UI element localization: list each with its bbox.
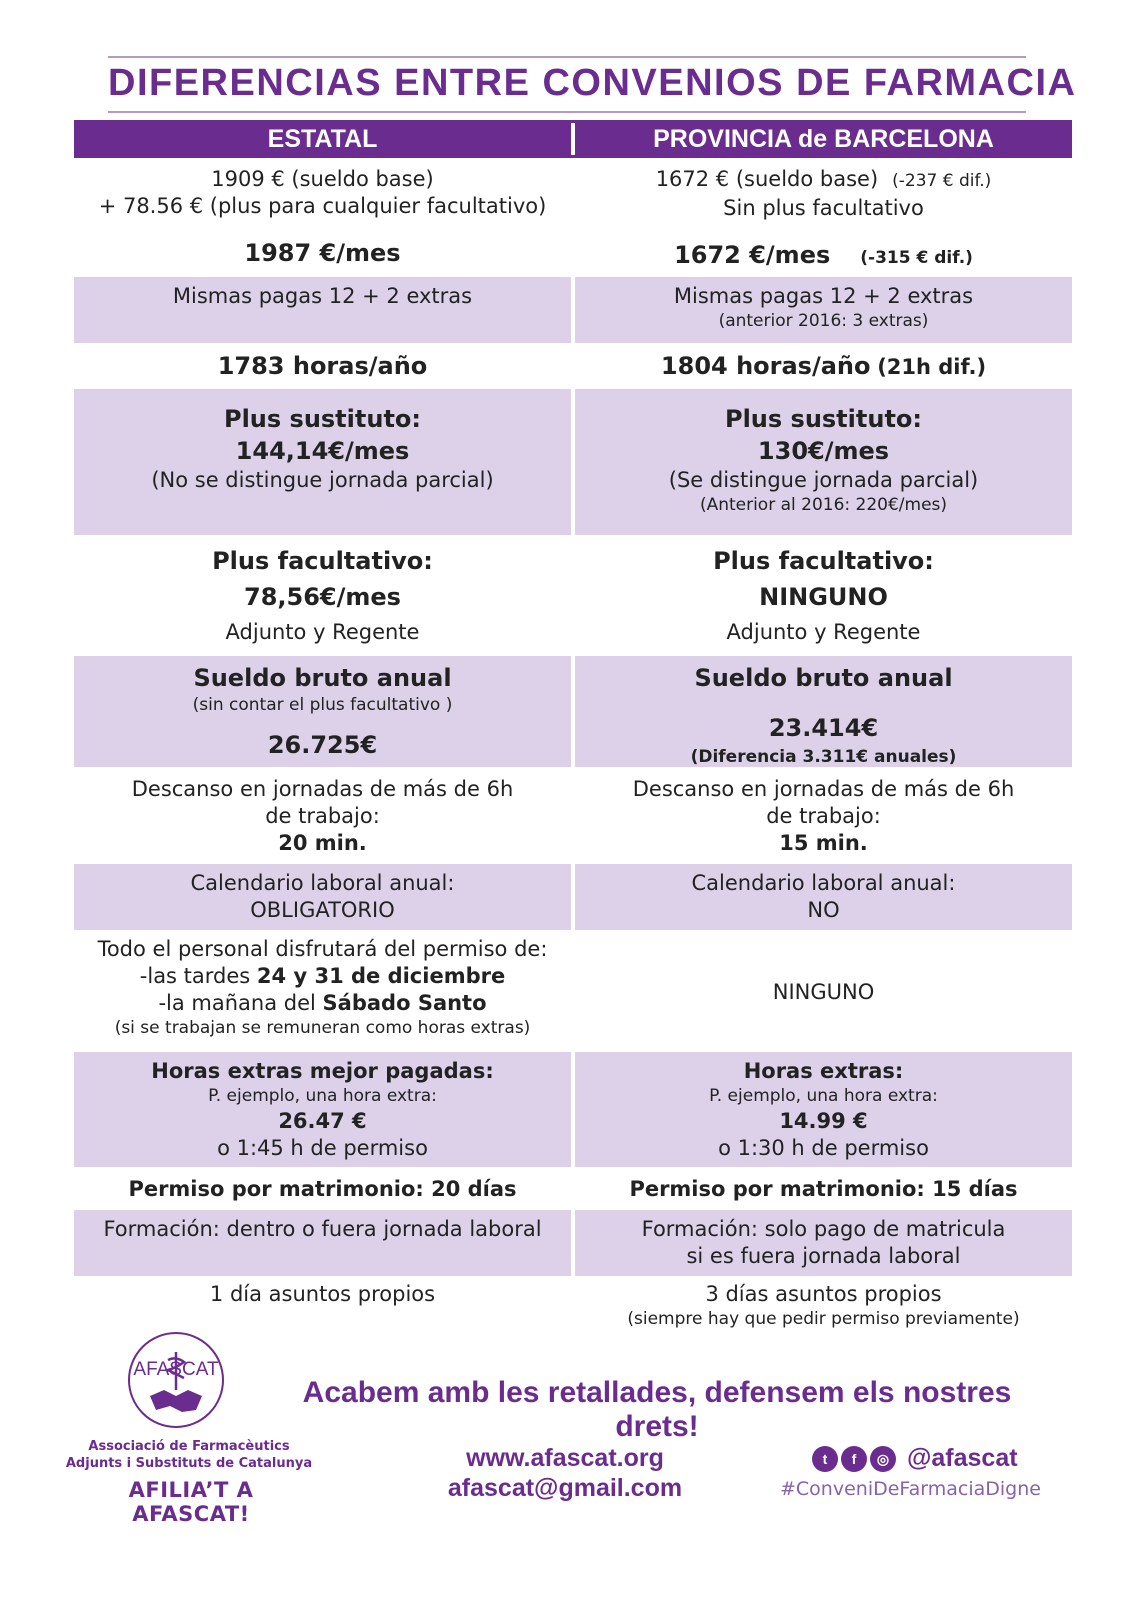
row-leave [74, 934, 1072, 1050]
annual-difference: (Diferencia 3.311€ anuales) [690, 747, 957, 767]
annual-note: (sin contar el plus facultativo ) [192, 695, 453, 715]
table-header [74, 120, 1072, 158]
cell-rest-estatal [74, 770, 571, 860]
row-substitute [74, 389, 1072, 535]
overtime-alt: o 1:30 h de permiso [718, 1136, 929, 1160]
header-barcelona: PROVINCIA de BARCELONA [653, 125, 994, 153]
cell-personal-barcelona [575, 1279, 1072, 1333]
pays-text: Mismas pagas 12 + 2 extras [172, 284, 473, 308]
hours-text: 1804 horas/año (21h dif.) [660, 351, 987, 380]
leave-dec: -las tardes 24 y 31 de diciembre [139, 964, 506, 988]
leave-value: NINGUNO [772, 979, 875, 1004]
afascat-logo [126, 1330, 226, 1430]
row-salary [74, 160, 1072, 273]
cell-pays-estatal [74, 277, 571, 343]
cell-overtime-estatal [74, 1052, 571, 1167]
row-marriage [74, 1170, 1072, 1208]
substitute-note: (Se distingue jornada parcial) [668, 468, 979, 492]
personal-text: 3 días asuntos propios [705, 1282, 942, 1306]
salary-base: 1672 € (sueldo base) (-237 € dif.) [655, 167, 992, 191]
overtime-amount: 14.99 € [779, 1109, 868, 1133]
training-note: si es fuera jornada laboral [686, 1244, 961, 1268]
salary-total: 1672 €/mes (-315 € dif.) [674, 241, 973, 269]
rest-amount: 15 min. [779, 831, 868, 855]
hours-text: 1783 horas/año [217, 351, 428, 380]
calendar-value: NO [807, 898, 840, 922]
cell-marriage-barcelona [575, 1170, 1072, 1208]
training-text: Formación: dentro o fuera jornada laboral [103, 1217, 542, 1241]
leave-intro: Todo el personal disfrutará del permiso de: [97, 937, 548, 961]
substitute-previous: (Anterior al 2016: 220€/mes) [699, 495, 948, 515]
row-calendar [74, 864, 1072, 930]
email-link[interactable]: afascat@gmail.com [447, 1474, 683, 1502]
substitute-amount: 144,14€/mes [235, 437, 410, 465]
row-facultative [74, 539, 1072, 653]
overtime-heading: Horas extras mejor pagadas: [151, 1059, 494, 1083]
overtime-example: P. ejemplo, una hora extra: [709, 1086, 938, 1106]
salary-total: 1987 €/mes [244, 239, 401, 267]
overtime-heading: Horas extras: [743, 1059, 904, 1083]
annual-amount: 23.414€ [768, 714, 879, 742]
cell-annual-estatal [74, 656, 571, 767]
cell-calendar-estatal [74, 864, 571, 930]
row-hours [74, 345, 1072, 386]
overtime-example: P. ejemplo, una hora extra: [208, 1086, 437, 1106]
facultative-roles: Adjunto y Regente [726, 620, 921, 644]
slogan: Acabem amb les retallades, defensem els nostres drets! [302, 1376, 1012, 1443]
cell-substitute-estatal [74, 389, 571, 535]
title-rule-top [108, 56, 1026, 58]
row-overtime [74, 1052, 1072, 1167]
cell-substitute-barcelona [575, 389, 1072, 535]
rest-line2: de trabajo: [265, 804, 380, 828]
personal-text: 1 día asuntos propios [209, 1282, 436, 1306]
social-handle[interactable]: @afascat [907, 1444, 1018, 1472]
row-pays [74, 277, 1072, 343]
facultative-heading: Plus facultativo: [212, 547, 433, 575]
assoc-line1: Associació de Farmacèutics [88, 1439, 290, 1454]
cell-salary-barcelona [575, 160, 1072, 273]
substitute-amount: 130€/mes [757, 437, 890, 465]
page-title: DIFERENCIAS ENTRE CONVENIOS DE FARMACIA [108, 62, 1077, 104]
annual-heading: Sueldo bruto anual [193, 664, 452, 692]
overtime-alt: o 1:45 h de permiso [217, 1136, 428, 1160]
website-link[interactable]: www.afascat.org [466, 1444, 664, 1472]
overtime-amount: 26.47 € [278, 1109, 367, 1133]
cell-hours-estatal [74, 345, 571, 386]
annual-heading: Sueldo bruto anual [694, 664, 953, 692]
cell-facultative-barcelona [575, 539, 1072, 653]
rest-line1: Descanso en jornadas de más de 6h [131, 777, 514, 801]
cell-training-barcelona [575, 1210, 1072, 1276]
row-rest [74, 770, 1072, 860]
row-training [74, 1210, 1072, 1276]
contact-block [430, 1443, 700, 1503]
facultative-roles: Adjunto y Regente [225, 620, 420, 644]
leave-easter: -la mañana del Sábado Santo [158, 991, 487, 1015]
cell-facultative-estatal [74, 539, 571, 653]
header-estatal: ESTATAL [267, 125, 378, 153]
calendar-label: Calendario laboral anual: [190, 871, 455, 895]
salary-base: 1909 € (sueldo base) [211, 167, 434, 191]
cell-marriage-estatal [74, 1170, 571, 1208]
training-text: Formación: solo pago de matricula [641, 1217, 1006, 1241]
afiliat-cta: AFILIA’T A AFASCAT! [128, 1478, 254, 1526]
cell-leave-estatal [74, 934, 571, 1050]
annual-amount: 26.725€ [267, 731, 378, 759]
pays-note: (anterior 2016: 3 extras) [718, 311, 929, 331]
row-annual-salary [74, 656, 1072, 767]
personal-note: (siempre hay que pedir permiso previamente) [627, 1309, 1020, 1329]
twitter-icon[interactable]: t [812, 1446, 838, 1472]
assoc-line2: Adjunts i Substituts de Catalunya [65, 1456, 313, 1471]
rest-line1: Descanso en jornadas de más de 6h [632, 777, 1015, 801]
cell-overtime-barcelona [575, 1052, 1072, 1167]
cell-calendar-barcelona [575, 864, 1072, 930]
row-personal-days [74, 1279, 1072, 1333]
rest-line2: de trabajo: [766, 804, 881, 828]
cell-training-estatal [74, 1210, 571, 1276]
salary-plus: Sin plus facultativo [723, 196, 924, 220]
calendar-value: OBLIGATORIO [250, 898, 395, 922]
title-block [108, 56, 1077, 113]
marriage-text: Permiso por matrimonio: 20 días [128, 1176, 517, 1201]
cell-salary-estatal [74, 160, 571, 273]
hashtag: #ConveniDeFarmaciaDigne [780, 1478, 1041, 1500]
cell-annual-barcelona [575, 656, 1072, 767]
cell-pays-barcelona [575, 277, 1072, 343]
substitute-note: (No se distingue jornada parcial) [151, 468, 494, 492]
facultative-amount: 78,56€/mes [244, 583, 401, 611]
cell-personal-estatal [74, 1279, 571, 1333]
marriage-text: Permiso por matrimonio: 15 días [629, 1176, 1018, 1201]
substitute-heading: Plus sustituto: [223, 405, 421, 433]
title-rule-bottom [108, 111, 1026, 113]
facultative-heading: Plus facultativo: [713, 547, 934, 575]
cell-hours-barcelona [575, 345, 1072, 386]
calendar-label: Calendario laboral anual: [691, 871, 956, 895]
cell-rest-barcelona [575, 770, 1072, 860]
facultative-amount: NINGUNO [759, 583, 888, 611]
cell-leave-barcelona [575, 934, 1072, 1050]
pays-text: Mismas pagas 12 + 2 extras [673, 284, 974, 308]
leave-note: (si se trabajan se remuneran como horas extras) [114, 1018, 531, 1038]
salary-plus: + 78.56 € (plus para cualquier facultativo) [98, 194, 547, 218]
instagram-icon[interactable]: ◎ [870, 1446, 896, 1472]
substitute-heading: Plus sustituto: [724, 405, 922, 433]
facebook-icon[interactable]: f [841, 1446, 867, 1472]
rest-amount: 20 min. [278, 831, 367, 855]
logo-text: AFASCAT [133, 1359, 219, 1380]
social-block [812, 1444, 1042, 1473]
